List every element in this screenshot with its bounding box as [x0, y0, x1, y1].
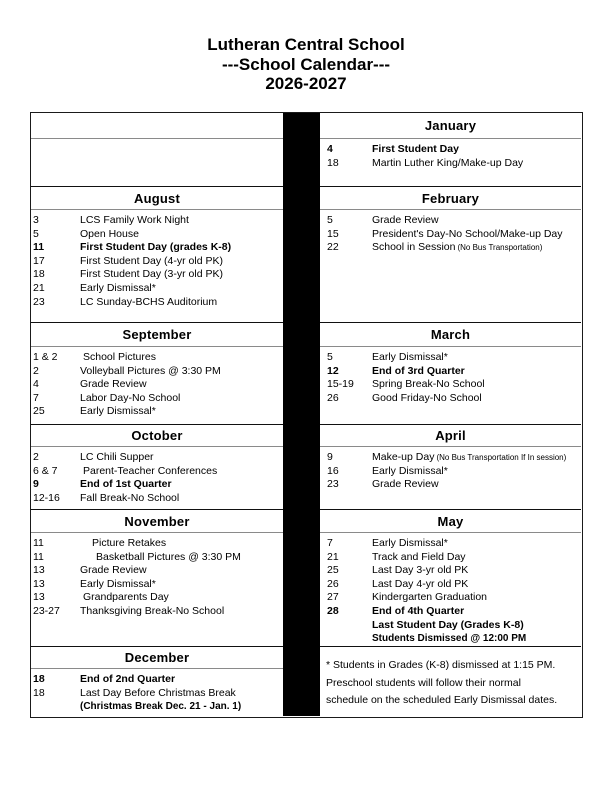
- event-text-main: School in Session: [372, 241, 456, 254]
- event-date: 13: [33, 577, 45, 590]
- event-text: Early Dismissal*: [372, 464, 448, 477]
- event-text: First Student Day: [372, 143, 459, 155]
- event-text: End of 2nd Quarter: [80, 673, 176, 685]
- event-row: [320, 591, 581, 605]
- event-date: 12-16: [33, 491, 60, 504]
- event-text: Grade Review: [372, 214, 439, 226]
- event-date: 26: [327, 577, 339, 590]
- event-row: [320, 365, 581, 379]
- event-text: First Student Day (3-yr old PK): [80, 268, 223, 281]
- event-text: First Student Day (grades K-8): [80, 241, 232, 254]
- event-text: Early Dismissal*: [372, 537, 448, 549]
- event-date: 18: [327, 156, 339, 169]
- event-date: 23: [33, 295, 45, 308]
- event-date: 5: [327, 214, 333, 226]
- event-date: 12: [327, 364, 339, 377]
- event-row: [320, 605, 581, 619]
- event-date: 4: [33, 378, 39, 391]
- event-date: 11: [33, 241, 45, 254]
- event-text: Grade Review: [80, 378, 147, 391]
- event-date: 25: [327, 564, 339, 577]
- event-row: [31, 551, 283, 565]
- footnote-line: schedule on the scheduled Early Dismissal dates.: [326, 694, 558, 706]
- event-row: [320, 465, 581, 479]
- event-text: End of 1st Quarter: [80, 478, 172, 491]
- month-header-november: November: [31, 509, 283, 532]
- event-row: [31, 268, 283, 282]
- event-text: LC Chili Supper: [80, 451, 154, 463]
- event-text: Martin Luther King/Make-up Day: [372, 156, 524, 169]
- event-row: [31, 605, 283, 619]
- event-date: 15: [327, 227, 339, 240]
- event-date: [327, 619, 372, 633]
- event-date: 9: [33, 478, 39, 491]
- event-text: Fall Break-No School: [80, 491, 180, 504]
- event-date: 22: [327, 241, 339, 254]
- event-date: 6 & 7: [33, 464, 58, 477]
- event-row: [31, 282, 283, 296]
- event-date: 18: [33, 673, 45, 685]
- event-row: [31, 296, 283, 310]
- event-text: Students Dismissed @ 12:00 PM: [372, 633, 527, 645]
- event-row: [320, 619, 581, 633]
- footnote-line: Preschool students will follow their normal: [326, 676, 521, 689]
- event-text: President's Day-No School/Make-up Day: [372, 227, 563, 240]
- event-date: 13: [33, 564, 45, 577]
- event-text: Last Day 4-yr old PK: [372, 577, 469, 590]
- event-row: [320, 632, 581, 646]
- event-text: Early Dismissal*: [80, 281, 156, 294]
- event-text: Track and Field Day: [372, 550, 466, 563]
- event-text: Grade Review: [80, 564, 147, 577]
- month-header-april: April: [320, 424, 581, 446]
- event-note: (No Bus Transportation If In session): [436, 453, 567, 462]
- event-text: Last Student Day (Grades K-8): [372, 618, 524, 631]
- empty-cell: [31, 138, 283, 186]
- event-text: Basketball Pictures @ 3:30 PM: [96, 550, 241, 563]
- month-header-may: May: [320, 509, 581, 532]
- month-events-december: [31, 668, 283, 716]
- month-header-february: February: [320, 186, 581, 209]
- event-row: [31, 214, 283, 228]
- event-row: [320, 537, 581, 551]
- event-date: 21: [33, 281, 45, 294]
- event-row: [31, 478, 283, 492]
- month-header-october: October: [31, 424, 283, 446]
- month-events-may: [320, 532, 581, 646]
- event-date: 15-19: [327, 378, 354, 391]
- event-text: Kindergarten Graduation: [372, 591, 487, 604]
- event-date: 27: [327, 591, 339, 604]
- event-text: Early Dismissal*: [80, 405, 156, 418]
- event-date: 11: [33, 550, 44, 563]
- month-events-april: [320, 446, 581, 509]
- event-row: [320, 241, 581, 255]
- event-date: 28: [327, 604, 339, 617]
- event-row: [31, 465, 283, 479]
- event-row: [320, 451, 581, 465]
- event-date: 23: [327, 478, 339, 491]
- event-date: 7: [327, 537, 333, 549]
- event-row: [31, 700, 283, 714]
- document-subtitle: ---School Calendar---: [221, 54, 391, 74]
- event-text: Open House: [80, 227, 139, 240]
- month-events-august: [31, 209, 283, 322]
- event-row: [320, 157, 581, 171]
- month-header-january: January: [424, 118, 477, 133]
- event-row: [31, 228, 283, 242]
- event-date: 11: [33, 537, 44, 549]
- event-text: Volleyball Pictures @ 3:30 PM: [80, 364, 221, 377]
- event-text: Parent-Teacher Conferences: [83, 464, 218, 477]
- event-date: 5: [327, 351, 333, 363]
- event-date: 4: [327, 143, 333, 155]
- event-row: [320, 228, 581, 242]
- event-row: [31, 351, 283, 365]
- month-events-march: [320, 346, 581, 424]
- event-date: 3: [33, 214, 39, 226]
- calendar-table: [30, 112, 583, 718]
- event-date: 25: [33, 405, 45, 418]
- event-date: 7: [33, 391, 39, 404]
- month-events-january: [320, 138, 581, 186]
- month-header-march: March: [320, 322, 581, 346]
- event-text: Grandparents Day: [83, 591, 169, 604]
- event-text: Spring Break-No School: [372, 378, 485, 391]
- event-date: 2: [33, 364, 39, 377]
- event-row: [31, 405, 283, 419]
- event-date: [327, 632, 372, 646]
- event-date: 13: [33, 591, 45, 604]
- school-name: Lutheran Central School: [207, 35, 405, 54]
- event-date: 23-27: [33, 604, 60, 617]
- event-text: (Christmas Break Dec. 21 - Jan. 1): [80, 701, 242, 713]
- event-row: [320, 143, 581, 157]
- event-text: End of 3rd Quarter: [372, 364, 465, 377]
- event-text: LC Sunday-BCHS Auditorium: [80, 295, 218, 308]
- month-events-september: [31, 346, 283, 424]
- event-note: (No Bus Transportation): [457, 243, 543, 253]
- event-date: 18: [33, 268, 45, 281]
- month-events-february: [320, 209, 581, 322]
- event-row: [31, 673, 283, 687]
- event-row: [31, 687, 283, 701]
- event-date: 26: [327, 391, 339, 404]
- event-text: Last Day Before Christmas Break: [80, 686, 236, 699]
- event-date: 9: [327, 451, 333, 463]
- event-row: [31, 564, 283, 578]
- school-year: 2026-2027: [265, 74, 347, 93]
- event-text: End of 4th Quarter: [372, 604, 465, 617]
- page-title: [0, 35, 612, 94]
- event-row: [31, 392, 283, 406]
- event-row: [31, 578, 283, 592]
- event-row: [320, 392, 581, 406]
- event-row: [31, 378, 283, 392]
- event-row: [31, 451, 283, 465]
- event-row: [31, 241, 283, 255]
- event-text: Thanksgiving Break-No School: [80, 604, 225, 617]
- event-date: 16: [327, 464, 339, 477]
- month-events-october: [31, 446, 283, 509]
- event-row: [320, 564, 581, 578]
- event-row: [320, 378, 581, 392]
- event-row: [320, 214, 581, 228]
- event-date: 5: [33, 227, 39, 240]
- event-text: Good Friday-No School: [372, 391, 482, 404]
- event-text: Picture Retakes: [92, 537, 167, 549]
- event-row: [320, 578, 581, 592]
- event-date: [33, 700, 80, 714]
- event-row: [31, 537, 283, 551]
- center-divider-bar: [283, 113, 320, 716]
- event-date: 17: [33, 254, 45, 267]
- event-text: First Student Day (4-yr old PK): [80, 254, 223, 267]
- event-date: 21: [327, 550, 339, 563]
- event-row: [320, 478, 581, 492]
- month-header-august: August: [31, 186, 283, 209]
- event-text: [372, 241, 581, 255]
- month-header-september: September: [31, 322, 283, 346]
- event-text: Grade Review: [372, 478, 439, 491]
- empty-cell: [31, 113, 283, 138]
- month-events-november: [31, 532, 283, 646]
- event-row: [31, 492, 283, 506]
- event-date: 18: [33, 686, 45, 699]
- month-header-december: December: [31, 646, 283, 668]
- event-text: Early Dismissal*: [372, 351, 448, 363]
- event-text: LCS Family Work Night: [80, 214, 189, 226]
- dismissal-footnote: [320, 646, 581, 716]
- event-row: [31, 255, 283, 269]
- event-row: [320, 351, 581, 365]
- event-date: 2: [33, 451, 39, 463]
- event-row: [31, 365, 283, 379]
- event-text: Labor Day-No School: [80, 391, 181, 404]
- event-text: Early Dismissal*: [80, 577, 156, 590]
- event-text-main: Make-up Day: [372, 451, 435, 463]
- footnote-line: * Students in Grades (K-8) dismissed at 1:15 PM.: [326, 659, 556, 671]
- event-row: [31, 591, 283, 605]
- event-text: [372, 451, 581, 465]
- event-text: School Pictures: [83, 351, 156, 363]
- event-date: 1 & 2: [33, 351, 58, 363]
- event-text: Last Day 3-yr old PK: [372, 564, 469, 577]
- event-row: [320, 551, 581, 565]
